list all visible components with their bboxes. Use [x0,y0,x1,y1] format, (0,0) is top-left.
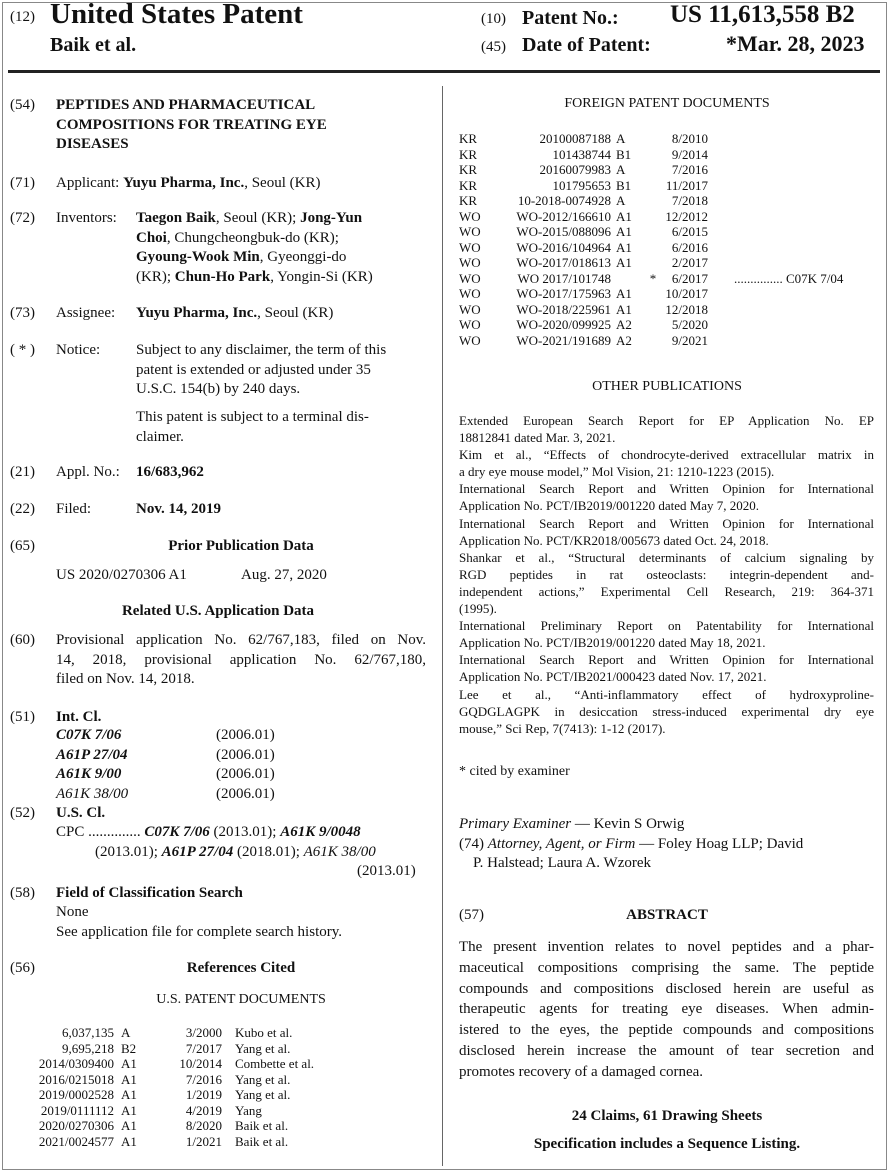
foreign-class [708,131,843,147]
us-patent-date: 3/2000 [185,1025,222,1040]
foreign-number: 10-2018-0074928 [517,193,611,208]
us-patent-row [18,1041,314,1057]
foreign-star [644,286,662,302]
notice-terminal [136,408,369,447]
foreign-number: 20100087188 [539,131,611,146]
us-patent-number: 2016/0215018 [38,1071,114,1087]
us-patent-name: Yang et al. [235,1071,291,1087]
foreign-country: KR [459,193,478,208]
inventors-label: Inventors: [56,210,117,226]
assignee-code: (73) [10,305,35,321]
cpc-line [56,823,361,843]
foreign-patent-row [459,255,843,271]
cpc-class: A61P 27/04 [161,844,234,860]
us-patent-name: Kubo et al. [235,1025,293,1040]
publication-line: Application No. PCT/IB2019/001220 dated May 7, 2020. [459,498,760,514]
us-patent-date: 8/2020 [185,1118,222,1133]
publication-line: (1995). [459,601,497,617]
us-patent-row [18,1134,314,1150]
foreign-country: KR [459,131,478,146]
related-text [56,631,426,690]
inventor-line [136,268,373,288]
cpc-label: CPC .............. [56,824,141,840]
notice-line: Subject to any disclaimer, the term of this [136,342,387,358]
foreign-country: WO [459,224,481,239]
attorney-line2: P. Halstead; Laura A. Wzorek [473,855,652,871]
foreign-patent-row [459,147,843,163]
title-line: DISEASES [56,136,129,152]
foreign-number: WO-2017/175963 [516,286,611,301]
abstract-code: (57) [459,907,484,923]
cpc-class: C07K 7/06 [144,824,210,840]
title-line: PEPTIDES AND PHARMACEUTICAL [56,97,316,113]
foreign-star [644,131,662,147]
abstract-line: disclosed herein increase the amount of tear secretion and [459,1042,874,1059]
us-patents-table [18,1025,314,1149]
us-patent-name: Baik et al. [235,1133,289,1149]
us-patent-number: 2014/0309400 [38,1056,114,1071]
patent-no-code: (10) [481,11,506,27]
us-patent-number: 6,037,135 [62,1025,114,1040]
us-patent-date: 4/2019 [185,1102,222,1118]
publication-line: International Search Report and Written Opinion for International [459,481,874,497]
inventor-short: Baik et al. [50,34,137,56]
us-patent-name: Combette et al. [235,1056,315,1071]
us-patent-kind: A1 [121,1133,137,1149]
appl-number: 16/683,962 [136,464,204,480]
cpc-year: (2018.01); [233,844,304,860]
prior-pub-date: Aug. 27, 2020 [241,567,327,583]
prior-pub-number: US 2020/0270306 A1 [56,567,187,583]
foreign-patent-row [459,209,843,225]
foreign-date: 7/2018 [671,193,708,208]
prior-pub-code: (65) [10,538,35,554]
related-line: 14, 2018, provisional application No. 62/767,180, [56,651,426,668]
publication-line: Shankar et al., “Structural determinants of calcium signaling by [459,549,874,565]
title-line: COMPOSITIONS FOR TREATING EYE [56,116,327,133]
patent-date: *Mar. 28, 2023 [726,31,865,56]
publication-line: Extended European Search Report for EP Application No. EP [459,413,874,428]
foreign-date: 6/2017 [671,270,708,286]
notice-line: This patent is subject to a terminal dis- [136,409,369,425]
foreign-number: WO-2016/104964 [516,239,611,255]
us-cl-code: (52) [10,805,35,821]
title [56,96,327,155]
publication-line: Application No. PCT/KR2018/005673 dated Oct. 24, 2018. [459,532,769,548]
foreign-number: 101438744 [552,146,611,162]
us-patent-number: 2019/0002528 [38,1087,114,1102]
filed-date: Nov. 14, 2019 [136,501,222,517]
foreign-star [644,333,662,349]
int-cl-code: (51) [10,709,35,725]
us-patent-kind: A1 [121,1056,137,1071]
foreign-class [708,193,843,209]
examiner-label: Primary Examiner [459,816,572,832]
notice-line: patent is extended or adjusted under 35 [136,361,371,378]
inventor-line [136,209,373,229]
date-label: Date of Patent: [522,34,651,56]
int-cl-class: A61K 38/00 [56,785,129,802]
inventor-name: Choi [136,229,167,246]
us-patent-date: 1/2019 [185,1087,222,1102]
notice-line: U.S.C. 154(b) by 240 days. [136,381,301,397]
foreign-kind: B1 [616,146,632,162]
field-search-none: None [56,904,89,920]
foreign-country: WO [459,239,481,255]
header-rule [8,70,880,73]
int-cl-year: (2006.01) [216,727,275,743]
assignee [136,304,333,324]
abstract-line: promotes recovery of a damaged cornea. [459,1063,704,1080]
foreign-kind: A [616,131,626,146]
notice-label: Notice: [56,342,101,358]
foreign-country: WO [459,208,481,224]
foreign-date: 9/2021 [671,332,708,348]
abstract-line: compounds and compositions disclosed herein are useful as [459,980,874,997]
foreign-number: WO-2017/018613 [516,255,611,270]
publication-line: Lee et al., “Anti-inflammatory effect of hydroxyproline- [459,686,874,702]
other-pubs-heading: OTHER PUBLICATIONS [592,379,742,394]
us-patent-date: 7/2017 [185,1040,222,1056]
cpc-year: (2013.01); [209,824,281,840]
inventor-name: Gyoung-Wook Min [136,249,260,265]
us-patent-number: 2019/0111112 [40,1102,114,1118]
column-divider [442,86,443,1166]
foreign-class [708,209,843,225]
attorney-code: (74) [459,836,484,852]
foreign-star [644,162,662,178]
foreign-kind: A1 [616,239,632,255]
int-cl-year: (2006.01) [216,746,275,763]
publication-line: RGD peptides in rat osteoclasts: integrin-dependent and- [459,566,874,582]
assignee-location: , Seoul (KR) [257,305,334,321]
foreign-kind: A1 [616,286,632,301]
foreign-star [644,255,662,271]
foreign-number: 101795653 [552,177,611,193]
publication-line: independent actions,” Experimental Cell Research, 219: 364-371 [459,583,874,599]
us-patent-date: 7/2016 [185,1071,222,1087]
applicant [56,174,320,194]
foreign-date: 12/2018 [665,301,708,317]
foreign-country: WO [459,317,481,332]
foreign-patent-row [459,240,843,256]
foreign-patent-row [459,271,843,287]
foreign-class [708,147,843,163]
foreign-kind: A2 [616,332,632,348]
int-cl-row [56,746,275,766]
claims-count: 24 Claims, 61 Drawing Sheets [571,1108,763,1124]
foreign-date: 10/2017 [665,286,708,301]
inventor-line [136,229,373,249]
foreign-number: WO-2015/088096 [516,224,611,239]
publication-line: mouse,” Sci Rep, 7(7413): 1-12 (2017). [459,720,666,736]
foreign-class [708,255,843,271]
publication-line: a dry eye mouse model,” Mol Vision, 21: 1210-1223 (2015). [459,464,775,480]
foreign-patent-row [459,178,843,194]
int-cl-row [56,765,275,785]
notice-code: ( * ) [10,342,35,358]
abstract-line: maceutical compositions comprising the same. The peptide [459,959,874,976]
foreign-kind: A1 [616,301,632,317]
patent-type: United States Patent [50,0,303,30]
foreign-patent-row [459,302,843,318]
cpc-year: (2013.01) [357,863,416,879]
applicant-location: , Seoul (KR) [244,175,321,191]
publication-line: International Search Report and Written Opinion for International [459,515,874,531]
assignee-name: Yuyu Pharma, Inc. [136,305,258,321]
foreign-star [644,193,662,209]
foreign-country: KR [459,162,478,177]
foreign-country: WO [459,332,481,348]
int-cl-class: A61K 9/00 [56,766,122,782]
us-patent-row [18,1103,314,1119]
foreign-class [708,178,843,194]
cpc-line [95,843,376,863]
foreign-date: 6/2015 [671,224,708,239]
foreign-number: WO-2020/099925 [516,317,611,332]
date-code: (45) [481,39,506,55]
us-patent-date: 10/2014 [179,1056,222,1071]
abstract-text [459,937,874,1083]
us-cl-heading: U.S. Cl. [56,805,106,821]
related-code: (60) [10,632,35,648]
foreign-kind: B1 [616,177,632,193]
patent-type-code: (12) [10,9,35,25]
publication-line: Application No. PCT/IB2021/000423 dated Nov. 17, 2021. [459,669,767,685]
foreign-star: * [649,270,657,286]
foreign-kind: A [616,193,626,208]
foreign-date: 7/2016 [671,162,708,177]
applicant-label: Applicant: [56,175,120,191]
publication-line: 18812841 dated Mar. 3, 2021. [459,430,616,446]
foreign-kind: A2 [616,317,632,332]
patent-no-label: Patent No.: [522,7,619,29]
int-cl-class: C07K 7/06 [56,727,122,743]
attorney-name: — Foley Hoag LLP; David [635,836,804,852]
publication-line: Kim et al., “Effects of chondrocyte-derived extracellular matrix in [459,447,874,463]
foreign-class [708,240,843,256]
inventor-name: Taegon Baik [136,210,216,226]
int-cl-table [56,726,275,804]
foreign-number: WO-2021/191689 [516,332,611,348]
inventor-line [136,248,373,268]
inventor-location: , Yongin-Si (KR) [270,268,373,285]
us-patent-row [18,1072,314,1088]
inventors-list [136,209,373,287]
sequence-listing-note: Specification includes a Sequence Listing. [533,1136,801,1152]
foreign-number: WO-2018/225961 [516,301,611,317]
us-patent-number: 2021/0024577 [38,1133,114,1149]
foreign-country: KR [459,177,478,193]
us-patent-kind: A [121,1025,131,1040]
foreign-date: 8/2010 [671,131,708,146]
int-cl-row [56,785,275,805]
foreign-country: WO [459,255,481,270]
foreign-patent-row [459,224,843,240]
related-line: filed on Nov. 14, 2018. [56,671,195,687]
inventor-location: , Gyeonggi-do [259,249,347,265]
field-search-heading: Field of Classification Search [56,885,243,901]
foreign-number: WO-2012/166610 [516,208,611,224]
foreign-star [644,209,662,225]
notice-text [136,341,386,400]
us-patent-name: Yang et al. [235,1087,291,1102]
prior-pub-heading: Prior Publication Data [168,538,314,554]
foreign-class [708,302,843,318]
us-patent-row [18,1118,314,1134]
foreign-class [708,162,843,178]
foreign-date: 2/2017 [671,255,708,270]
us-patent-number: 2020/0270306 [38,1118,114,1133]
abstract-heading: ABSTRACT [626,907,708,923]
applicant-name: Yuyu Pharma, Inc. [123,175,245,191]
inventor-location: , Chungcheongbuk-do (KR); [166,229,339,246]
us-patent-number: 9,695,218 [62,1040,114,1056]
notice-line: claimer. [136,428,184,445]
publication-line: International Preliminary Report on Patentability for International [459,618,874,634]
us-patent-name: Baik et al. [235,1118,289,1133]
us-patent-row [18,1025,314,1041]
int-cl-row [56,726,275,746]
attorney-label: Attorney, Agent, or Firm [487,836,636,852]
appl-label: Appl. No.: [56,464,120,480]
foreign-star [644,147,662,163]
us-patent-name: Yang [235,1102,262,1118]
foreign-class [708,224,843,240]
cited-note: * cited by examiner [459,764,570,779]
publication-line: GQDGLAGPK in desiccation stress-induced experimental dry eye [459,703,874,719]
us-patent-row [18,1056,314,1072]
foreign-class: ............... C07K 7/04 [734,270,844,286]
foreign-star [644,317,662,333]
foreign-star [644,178,662,194]
publication-line: International Search Report and Written Opinion for International [459,652,874,668]
foreign-star [644,240,662,256]
attorney [459,835,803,855]
refs-heading: References Cited [186,960,296,976]
foreign-star [644,302,662,318]
us-patent-row [18,1087,314,1103]
field-search-code: (58) [10,885,35,901]
foreign-patent-row [459,193,843,209]
inventor-location: , Seoul (KR); [215,210,301,226]
title-code: (54) [10,97,35,113]
int-cl-year: (2006.01) [216,766,275,782]
foreign-patent-row [459,286,843,302]
us-patent-kind: A1 [121,1102,137,1118]
foreign-class [708,333,843,349]
foreign-number: 20160079983 [539,162,611,177]
us-patent-date: 1/2021 [185,1133,222,1149]
foreign-kind: A [616,162,626,177]
abstract-line: therapeutic agents for treating eye diseases. When admin- [459,1001,874,1018]
inventor-name: Jong-Yun [300,210,363,226]
us-patent-kind: A1 [121,1071,137,1087]
foreign-kind [611,271,644,287]
int-cl-heading: Int. Cl. [56,709,102,725]
cpc-class: A61K 9/0048 [280,824,361,840]
foreign-date: 6/2016 [671,239,708,255]
applicant-code: (71) [10,175,35,191]
foreign-patent-row [459,333,843,349]
us-patents-heading: U.S. PATENT DOCUMENTS [156,992,326,1007]
abstract-line: istered to the eyes, the peptide compounds and compositions [459,1022,874,1039]
us-patent-kind: A1 [121,1118,137,1133]
foreign-star [644,224,662,240]
int-cl-class: A61P 27/04 [56,746,128,763]
filed-code: (22) [10,501,35,517]
primary-examiner [459,815,684,835]
related-heading: Related U.S. Application Data [121,603,315,619]
refs-code: (56) [10,960,35,976]
related-line: Provisional application No. 62/767,183, filed on Nov. [56,632,426,648]
assignee-label: Assignee: [56,305,116,321]
inventor-name: Chun-Ho Park [174,268,271,285]
us-patent-kind: B2 [121,1040,137,1056]
cpc-class: A61K 38/00 [303,844,376,860]
examiner-name: — Kevin S Orwig [571,816,685,832]
int-cl-year: (2006.01) [216,785,275,802]
foreign-country: WO [459,270,481,286]
foreign-date: 5/2020 [671,317,708,332]
us-patent-kind: A1 [121,1087,137,1102]
appl-code: (21) [10,464,35,480]
foreign-date: 11/2017 [665,177,708,193]
foreign-country: WO [459,286,481,301]
inventors-code: (72) [10,210,35,226]
foreign-patent-row [459,317,843,333]
foreign-patents-table [459,131,843,348]
foreign-number: WO 2017/101748 [517,270,611,286]
foreign-kind: A1 [616,224,632,239]
foreign-kind: A1 [616,255,632,270]
patent-number: US 11,613,558 B2 [670,1,855,28]
foreign-class [708,317,843,333]
inventor-location: (KR); [136,268,175,285]
cpc-year: (2013.01); [95,844,162,860]
foreign-kind: A1 [616,208,632,224]
foreign-heading: FOREIGN PATENT DOCUMENTS [564,96,770,111]
field-search-note: See application file for complete search history. [56,924,343,940]
foreign-class [708,286,843,302]
foreign-patent-row [459,162,843,178]
publication-line: Application No. PCT/IB2019/001220 dated May 18, 2021. [459,635,766,651]
foreign-country: KR [459,146,478,162]
us-patent-name: Yang et al. [235,1040,291,1056]
filed-label: Filed: [56,501,92,517]
foreign-date: 9/2014 [671,146,708,162]
abstract-line: The present invention relates to novel peptides and a phar- [459,939,874,955]
foreign-country: WO [459,301,481,317]
other-pubs-list [459,412,874,737]
foreign-date: 12/2012 [665,208,708,224]
foreign-patent-row [459,131,843,147]
